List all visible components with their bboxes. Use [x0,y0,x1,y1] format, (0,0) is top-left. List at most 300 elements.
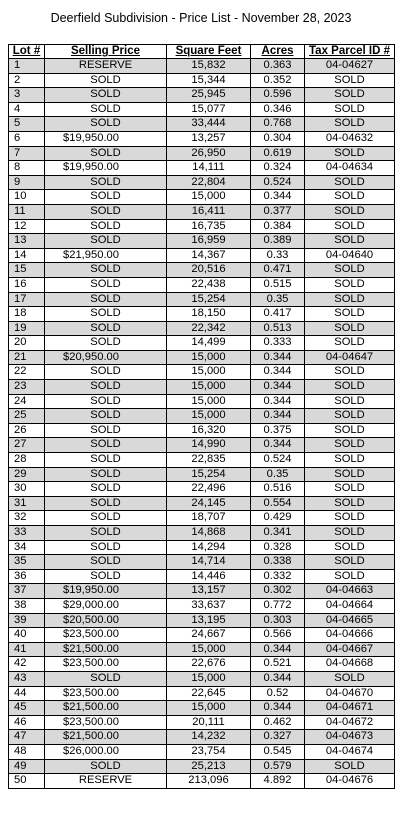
price-list-table [8,44,395,789]
cell-acres: 0.363 [251,59,305,74]
cell-lot: 1 [9,59,45,74]
cell-selling-price: $19,950.00 [45,161,167,176]
cell-tax-parcel-id: SOLD [305,263,395,278]
cell-selling-price: SOLD [45,511,167,526]
cell-lot: 9 [9,175,45,190]
cell-square-feet: 14,446 [167,569,251,584]
cell-acres: 0.344 [251,701,305,716]
cell-tax-parcel-id: SOLD [305,482,395,497]
cell-tax-parcel-id: SOLD [305,555,395,570]
cell-square-feet: 18,150 [167,307,251,322]
cell-selling-price: SOLD [45,394,167,409]
cell-selling-price: $23,500.00 [45,657,167,672]
cell-tax-parcel-id: SOLD [305,511,395,526]
table-row [9,613,395,628]
cell-tax-parcel-id: 04-04671 [305,701,395,716]
cell-square-feet: 15,077 [167,102,251,117]
cell-acres: 0.471 [251,263,305,278]
table-row [9,671,395,686]
cell-square-feet: 13,257 [167,131,251,146]
cell-acres: 0.417 [251,307,305,322]
cell-acres: 0.375 [251,423,305,438]
cell-selling-price: SOLD [45,277,167,292]
cell-selling-price: SOLD [45,292,167,307]
cell-tax-parcel-id: SOLD [305,671,395,686]
table-row [9,453,395,468]
cell-lot: 30 [9,482,45,497]
table-row [9,321,395,336]
column-header-acres: Acres [251,45,305,59]
cell-selling-price: $23,500.00 [45,628,167,643]
cell-tax-parcel-id: SOLD [305,307,395,322]
cell-selling-price: $21,500.00 [45,642,167,657]
cell-acres: 0.545 [251,744,305,759]
cell-acres: 0.521 [251,657,305,672]
cell-square-feet: 15,000 [167,380,251,395]
cell-square-feet: 20,516 [167,263,251,278]
cell-tax-parcel-id: SOLD [305,321,395,336]
cell-tax-parcel-id: 04-04632 [305,131,395,146]
cell-selling-price: SOLD [45,555,167,570]
cell-selling-price: SOLD [45,321,167,336]
column-header-lot: Lot # [9,45,45,59]
cell-selling-price: $21,500.00 [45,701,167,716]
cell-lot: 48 [9,744,45,759]
cell-tax-parcel-id: 04-04663 [305,584,395,599]
cell-tax-parcel-id: 04-04627 [305,59,395,74]
cell-square-feet: 16,959 [167,234,251,249]
cell-lot: 46 [9,715,45,730]
table-row [9,263,395,278]
cell-selling-price: $19,950.00 [45,131,167,146]
cell-selling-price: $21,500.00 [45,730,167,745]
cell-selling-price: SOLD [45,540,167,555]
cell-lot: 50 [9,774,45,789]
cell-lot: 6 [9,131,45,146]
cell-square-feet: 14,367 [167,248,251,263]
cell-acres: 0.346 [251,102,305,117]
cell-acres: 0.462 [251,715,305,730]
cell-square-feet: 15,000 [167,394,251,409]
cell-lot: 26 [9,423,45,438]
column-header-selling-price: Selling Price [45,45,167,59]
cell-square-feet: 24,667 [167,628,251,643]
cell-selling-price: SOLD [45,234,167,249]
cell-acres: 0.344 [251,380,305,395]
cell-lot: 23 [9,380,45,395]
cell-square-feet: 24,145 [167,496,251,511]
cell-tax-parcel-id: 04-04640 [305,248,395,263]
cell-square-feet: 16,320 [167,423,251,438]
table-row [9,234,395,249]
table-row [9,102,395,117]
cell-selling-price: RESERVE [45,774,167,789]
cell-acres: 0.332 [251,569,305,584]
cell-selling-price: SOLD [45,671,167,686]
cell-selling-price: SOLD [45,102,167,117]
cell-square-feet: 14,714 [167,555,251,570]
cell-acres: 0.327 [251,730,305,745]
cell-acres: 0.344 [251,409,305,424]
cell-lot: 19 [9,321,45,336]
cell-tax-parcel-id: SOLD [305,365,395,380]
cell-selling-price: SOLD [45,365,167,380]
column-header-tax-parcel-id: Tax Parcel ID # [305,45,395,59]
cell-lot: 15 [9,263,45,278]
cell-tax-parcel-id: SOLD [305,336,395,351]
cell-lot: 14 [9,248,45,263]
table-row [9,642,395,657]
cell-lot: 25 [9,409,45,424]
table-row [9,73,395,88]
cell-square-feet: 15,254 [167,467,251,482]
cell-tax-parcel-id: SOLD [305,204,395,219]
cell-lot: 32 [9,511,45,526]
cell-square-feet: 16,411 [167,204,251,219]
cell-acres: 0.524 [251,175,305,190]
cell-lot: 17 [9,292,45,307]
cell-tax-parcel-id: SOLD [305,540,395,555]
cell-square-feet: 22,496 [167,482,251,497]
cell-selling-price: SOLD [45,204,167,219]
cell-square-feet: 23,754 [167,744,251,759]
table-row [9,686,395,701]
cell-lot: 16 [9,277,45,292]
cell-selling-price: $20,500.00 [45,613,167,628]
table-row [9,277,395,292]
cell-lot: 18 [9,307,45,322]
table-row [9,292,395,307]
cell-lot: 22 [9,365,45,380]
cell-square-feet: 22,676 [167,657,251,672]
table-row [9,131,395,146]
table-row [9,744,395,759]
cell-tax-parcel-id: SOLD [305,409,395,424]
table-row [9,350,395,365]
cell-square-feet: 22,342 [167,321,251,336]
cell-lot: 5 [9,117,45,132]
cell-acres: 0.566 [251,628,305,643]
cell-acres: 0.596 [251,88,305,103]
table-row [9,569,395,584]
table-row [9,774,395,789]
cell-lot: 49 [9,759,45,774]
table-row [9,365,395,380]
cell-tax-parcel-id: SOLD [305,423,395,438]
cell-acres: 0.344 [251,350,305,365]
cell-square-feet: 15,000 [167,701,251,716]
cell-acres: 0.302 [251,584,305,599]
cell-square-feet: 25,213 [167,759,251,774]
table-row [9,219,395,234]
cell-acres: 4.892 [251,774,305,789]
table-row [9,730,395,745]
cell-selling-price: SOLD [45,526,167,541]
cell-selling-price: SOLD [45,263,167,278]
cell-acres: 0.352 [251,73,305,88]
cell-square-feet: 16,735 [167,219,251,234]
cell-acres: 0.344 [251,671,305,686]
cell-lot: 33 [9,526,45,541]
table-row [9,248,395,263]
cell-selling-price: $20,950.00 [45,350,167,365]
cell-selling-price: SOLD [45,482,167,497]
cell-acres: 0.35 [251,292,305,307]
cell-acres: 0.384 [251,219,305,234]
cell-square-feet: 15,000 [167,190,251,205]
table-row [9,380,395,395]
table-row [9,88,395,103]
cell-tax-parcel-id: SOLD [305,117,395,132]
cell-acres: 0.35 [251,467,305,482]
cell-acres: 0.52 [251,686,305,701]
cell-square-feet: 14,294 [167,540,251,555]
cell-selling-price: $21,950.00 [45,248,167,263]
cell-acres: 0.389 [251,234,305,249]
table-row [9,190,395,205]
cell-acres: 0.429 [251,511,305,526]
table-row [9,701,395,716]
cell-square-feet: 33,637 [167,598,251,613]
table-row [9,307,395,322]
cell-acres: 0.768 [251,117,305,132]
table-row [9,59,395,74]
cell-lot: 42 [9,657,45,672]
cell-square-feet: 14,868 [167,526,251,541]
cell-square-feet: 15,000 [167,671,251,686]
cell-acres: 0.524 [251,453,305,468]
table-row [9,394,395,409]
cell-lot: 36 [9,569,45,584]
cell-square-feet: 20,111 [167,715,251,730]
cell-tax-parcel-id: SOLD [305,219,395,234]
cell-selling-price: SOLD [45,467,167,482]
cell-selling-price: RESERVE [45,59,167,74]
cell-lot: 45 [9,701,45,716]
cell-selling-price: SOLD [45,88,167,103]
cell-tax-parcel-id: SOLD [305,394,395,409]
cell-tax-parcel-id: 04-04674 [305,744,395,759]
cell-lot: 44 [9,686,45,701]
cell-lot: 35 [9,555,45,570]
cell-lot: 20 [9,336,45,351]
table-row [9,657,395,672]
cell-acres: 0.344 [251,642,305,657]
cell-lot: 39 [9,613,45,628]
cell-tax-parcel-id: 04-04670 [305,686,395,701]
cell-selling-price: SOLD [45,175,167,190]
cell-tax-parcel-id: 04-04666 [305,628,395,643]
cell-acres: 0.304 [251,131,305,146]
cell-square-feet: 14,499 [167,336,251,351]
cell-lot: 8 [9,161,45,176]
cell-selling-price: SOLD [45,496,167,511]
table-row [9,467,395,482]
cell-lot: 3 [9,88,45,103]
cell-tax-parcel-id: SOLD [305,102,395,117]
cell-lot: 13 [9,234,45,249]
cell-selling-price: SOLD [45,569,167,584]
cell-lot: 11 [9,204,45,219]
table-row [9,482,395,497]
cell-acres: 0.619 [251,146,305,161]
cell-tax-parcel-id: SOLD [305,277,395,292]
cell-selling-price: SOLD [45,453,167,468]
cell-selling-price: $26,000.00 [45,744,167,759]
table-row [9,336,395,351]
cell-lot: 10 [9,190,45,205]
cell-tax-parcel-id: SOLD [305,438,395,453]
cell-tax-parcel-id: 04-04667 [305,642,395,657]
cell-acres: 0.338 [251,555,305,570]
cell-selling-price: $23,500.00 [45,715,167,730]
cell-square-feet: 15,344 [167,73,251,88]
cell-square-feet: 14,990 [167,438,251,453]
cell-tax-parcel-id: 04-04676 [305,774,395,789]
table-row [9,175,395,190]
cell-lot: 29 [9,467,45,482]
cell-lot: 34 [9,540,45,555]
table-row [9,117,395,132]
cell-acres: 0.303 [251,613,305,628]
cell-lot: 27 [9,438,45,453]
cell-lot: 40 [9,628,45,643]
cell-acres: 0.344 [251,365,305,380]
cell-lot: 31 [9,496,45,511]
page-title: Deerfield Subdivision - Price List - November 28, 2023 [50,11,352,25]
table-row [9,496,395,511]
table-row [9,628,395,643]
cell-tax-parcel-id: SOLD [305,88,395,103]
cell-tax-parcel-id: SOLD [305,380,395,395]
cell-selling-price: $23,500.00 [45,686,167,701]
cell-tax-parcel-id: SOLD [305,73,395,88]
table-row [9,584,395,599]
cell-acres: 0.513 [251,321,305,336]
cell-square-feet: 15,000 [167,365,251,380]
cell-square-feet: 14,111 [167,161,251,176]
cell-selling-price: SOLD [45,219,167,234]
cell-tax-parcel-id: 04-04634 [305,161,395,176]
cell-square-feet: 22,835 [167,453,251,468]
header-row [9,45,395,59]
cell-square-feet: 15,000 [167,409,251,424]
cell-lot: 12 [9,219,45,234]
cell-lot: 24 [9,394,45,409]
table-row [9,146,395,161]
cell-square-feet: 33,444 [167,117,251,132]
cell-lot: 7 [9,146,45,161]
cell-square-feet: 15,254 [167,292,251,307]
table-row [9,759,395,774]
cell-selling-price: SOLD [45,336,167,351]
cell-acres: 0.328 [251,540,305,555]
cell-selling-price: $29,000.00 [45,598,167,613]
cell-tax-parcel-id: SOLD [305,190,395,205]
cell-lot: 2 [9,73,45,88]
cell-selling-price: SOLD [45,146,167,161]
cell-lot: 47 [9,730,45,745]
cell-square-feet: 25,945 [167,88,251,103]
cell-tax-parcel-id: 04-04668 [305,657,395,672]
cell-square-feet: 14,232 [167,730,251,745]
cell-selling-price: SOLD [45,409,167,424]
cell-tax-parcel-id: SOLD [305,759,395,774]
cell-tax-parcel-id: 04-04665 [305,613,395,628]
cell-selling-price: $19,950.00 [45,584,167,599]
cell-square-feet: 213,096 [167,774,251,789]
cell-acres: 0.579 [251,759,305,774]
cell-acres: 0.554 [251,496,305,511]
cell-square-feet: 26,950 [167,146,251,161]
cell-acres: 0.344 [251,438,305,453]
cell-tax-parcel-id: SOLD [305,496,395,511]
cell-square-feet: 13,157 [167,584,251,599]
table-row [9,526,395,541]
cell-lot: 37 [9,584,45,599]
cell-tax-parcel-id: SOLD [305,453,395,468]
cell-acres: 0.344 [251,394,305,409]
cell-lot: 21 [9,350,45,365]
table-row [9,555,395,570]
cell-tax-parcel-id: SOLD [305,526,395,541]
cell-acres: 0.33 [251,248,305,263]
cell-tax-parcel-id: SOLD [305,467,395,482]
cell-lot: 38 [9,598,45,613]
cell-square-feet: 22,645 [167,686,251,701]
cell-acres: 0.324 [251,161,305,176]
cell-tax-parcel-id: SOLD [305,234,395,249]
cell-tax-parcel-id: SOLD [305,292,395,307]
cell-square-feet: 15,000 [167,642,251,657]
table-row [9,511,395,526]
cell-selling-price: SOLD [45,759,167,774]
table-row [9,540,395,555]
cell-acres: 0.772 [251,598,305,613]
cell-selling-price: SOLD [45,190,167,205]
cell-square-feet: 13,195 [167,613,251,628]
cell-acres: 0.333 [251,336,305,351]
cell-selling-price: SOLD [45,117,167,132]
cell-lot: 28 [9,453,45,468]
table-row [9,409,395,424]
cell-acres: 0.515 [251,277,305,292]
cell-tax-parcel-id: 04-04647 [305,350,395,365]
cell-square-feet: 15,000 [167,350,251,365]
column-header-square-feet: Square Feet [167,45,251,59]
cell-tax-parcel-id: SOLD [305,175,395,190]
cell-lot: 43 [9,671,45,686]
cell-tax-parcel-id: 04-04664 [305,598,395,613]
cell-square-feet: 18,707 [167,511,251,526]
cell-acres: 0.516 [251,482,305,497]
cell-square-feet: 22,438 [167,277,251,292]
cell-lot: 4 [9,102,45,117]
cell-selling-price: SOLD [45,423,167,438]
table-row [9,204,395,219]
cell-acres: 0.377 [251,204,305,219]
cell-selling-price: SOLD [45,73,167,88]
table-row [9,715,395,730]
cell-square-feet: 15,832 [167,59,251,74]
cell-lot: 41 [9,642,45,657]
cell-selling-price: SOLD [45,438,167,453]
cell-tax-parcel-id: 04-04672 [305,715,395,730]
cell-acres: 0.341 [251,526,305,541]
cell-tax-parcel-id: SOLD [305,569,395,584]
table-row [9,598,395,613]
table-row [9,438,395,453]
